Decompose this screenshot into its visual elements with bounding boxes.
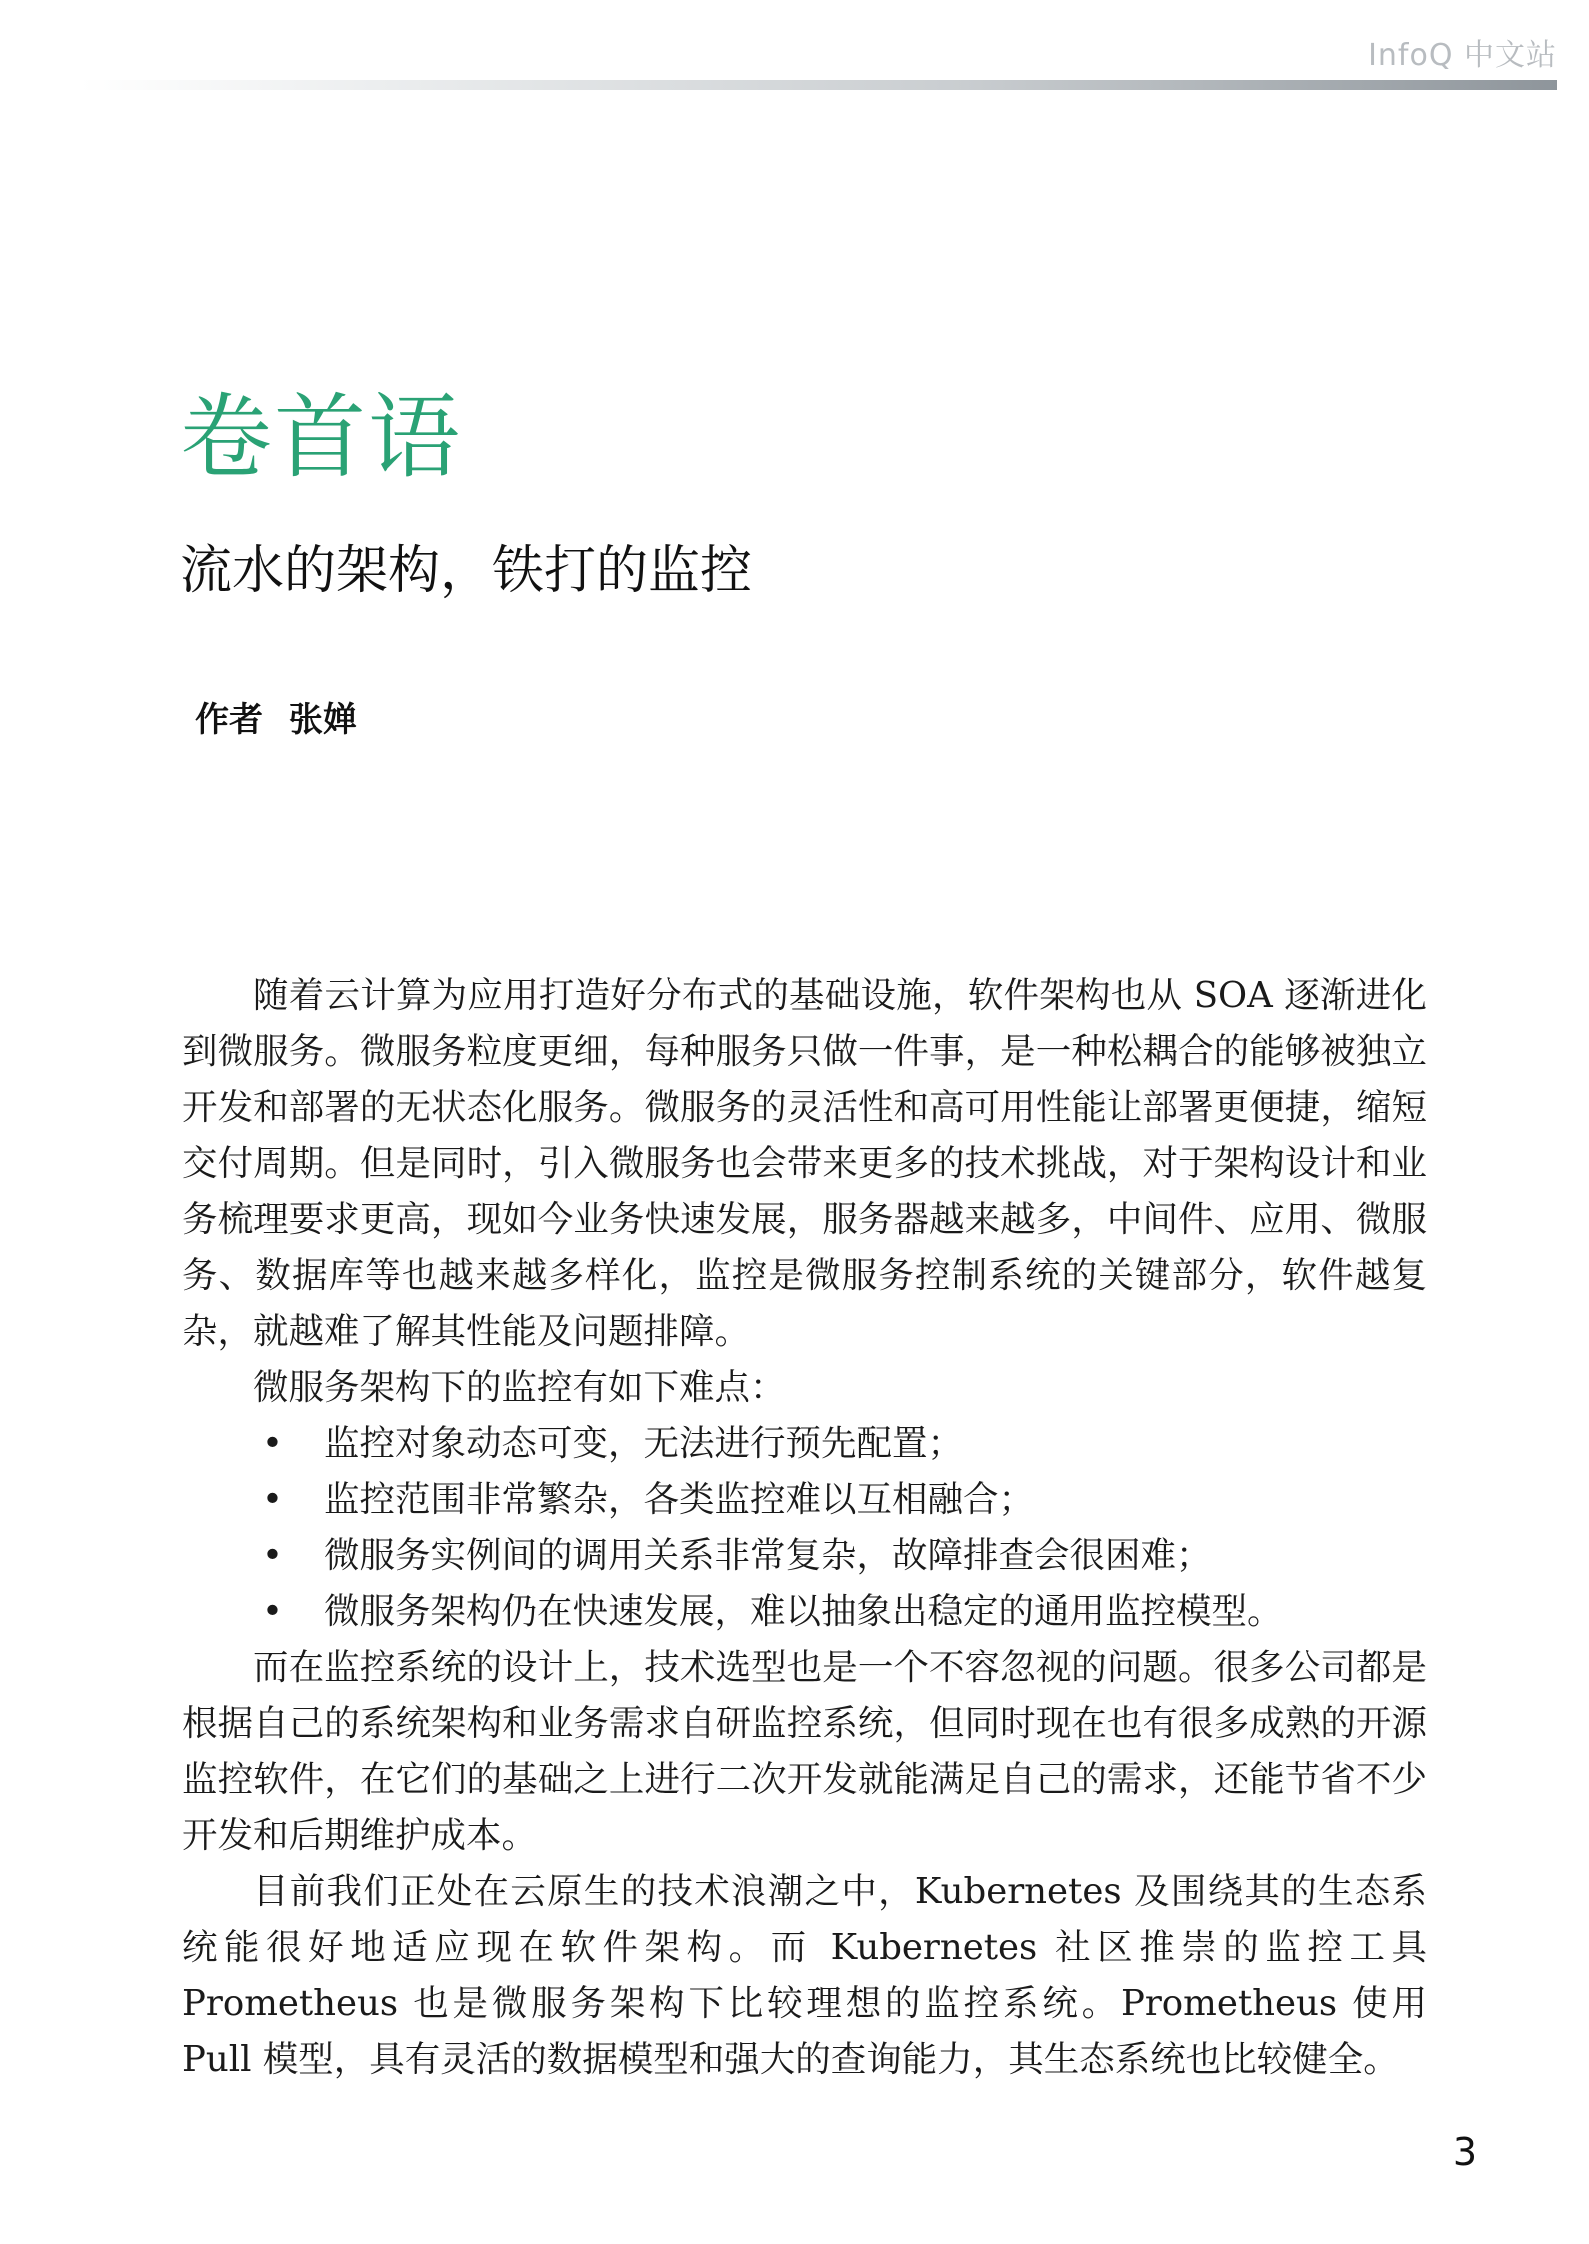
site-label: InfoQ 中文站 xyxy=(1368,38,1557,73)
article-body xyxy=(182,968,1427,2088)
author-label: 作者 xyxy=(195,700,263,740)
chapter-title: 卷首语 xyxy=(180,384,463,491)
list-item: • 监控范围非常繁杂，各类监控难以互相融合； xyxy=(182,1472,1427,1528)
chapter-subtitle: 流水的架构，铁打的监控 xyxy=(180,541,753,601)
author-line xyxy=(195,692,371,741)
list-item: • 微服务实例间的调用关系非常复杂，故障排查会很困难； xyxy=(182,1528,1427,1584)
paragraph: 随着云计算为应用打造好分布式的基础设施，软件架构也从 SOA 逐渐进化到微服务。微服务粒度更细，每种服务只做一件事，是一种松耦合的能够被独立开发和部署的无状态化服务。微服务的灵活性和高可用性能让部署更便捷，缩短交付周期。但是同时，引入微服务也会带来更多的技术挑战，对于架构设计和业务梳理要求更高，现如今业务快速发展，服务器越来越多，中间件、应用、微服务、数据库等也越来越多样化，监控是微服务控制系统的关键部分，软件越复杂，就越难了解其性能及问题排障。 xyxy=(182,975,1427,1352)
author-name: 张婵 xyxy=(288,700,357,740)
paragraph: 微服务架构下的监控有如下难点： xyxy=(253,1367,786,1408)
difficulty-list xyxy=(182,1416,1427,1640)
paragraph: 目前我们正处在云原生的技术浪潮之中，Kubernetes 及围绕其的生态系统能很好地适应现在软件架构。而 Kubernetes 社区推崇的监控工具 Prometheus 也是微服务架构下比较理想的监控系统。Prometheus 使用 Pull 模型，具有灵活的数据模型和强大的查询能力，其生态系统也比较健全。 xyxy=(182,1871,1427,2080)
list-item: • 微服务架构仍在快速发展，难以抽象出稳定的通用监控模型。 xyxy=(182,1584,1427,1640)
page-number: 3 xyxy=(1452,2130,1477,2174)
header-divider-bar xyxy=(80,80,1557,90)
paragraph: 而在监控系统的设计上，技术选型也是一个不容忽视的问题。很多公司都是根据自己的系统架构和业务需求自研监控系统，但同时现在也有很多成熟的开源监控软件，在它们的基础之上进行二次开发就能满足自己的需求，还能节省不少开发和后期维护成本。 xyxy=(182,1647,1427,1856)
list-item: • 监控对象动态可变，无法进行预先配置； xyxy=(182,1416,1427,1472)
